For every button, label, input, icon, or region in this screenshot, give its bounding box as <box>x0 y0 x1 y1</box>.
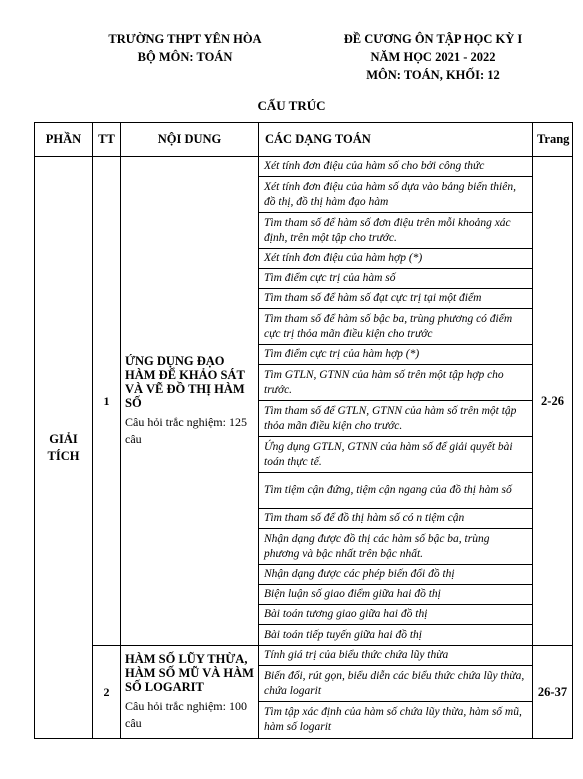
subject-grade: MÔN: TOÁN, KHỐI: 12 <box>366 68 500 82</box>
page-range: 2-26 <box>533 157 573 646</box>
table-row <box>35 646 573 739</box>
content-cell <box>121 646 259 739</box>
list-item: Bài toán tiếp tuyến giữa hai đồ thị <box>264 628 422 641</box>
chapter-title: HÀM SỐ LŨY THỪA, HÀM SỐ MŨ VÀ HÀM SỐ LOGARIT <box>125 652 254 694</box>
list-item: Nhận dạng được các phép biến đổi đồ thị <box>259 565 532 585</box>
structure-table <box>34 122 573 739</box>
list-item: Bài toán tương giao giữa hai đồ thị <box>259 605 532 625</box>
list-item: Tìm điểm cực trị của hàm hợp (*) <box>259 345 532 365</box>
department-name: BỘ MÔN: TOÁN <box>137 50 233 64</box>
list-item: Xét tính đơn điệu của hàm hợp (*) <box>259 249 532 269</box>
school-year: NĂM HỌC 2021 - 2022 <box>370 50 496 64</box>
list-item: Tìm GTLN, GTNN của hàm số trên một tập hợp cho trước. <box>259 365 532 401</box>
row-number: 2 <box>93 646 121 739</box>
col-header-phan: PHẦN <box>35 123 93 157</box>
list-item: Tìm tiệm cận đứng, tiệm cận ngang của đồ thị hàm số <box>259 473 532 509</box>
chapter-title: ỨNG DỤNG ĐẠO HÀM ĐỂ KHẢO SÁT VÀ VẼ ĐỒ THỊ HÀM SỐ <box>125 354 245 410</box>
list-item: Tính giá trị của biểu thức chứa lũy thừa <box>259 646 532 666</box>
list-item: Biện luận số giao điểm giữa hai đồ thị <box>259 585 532 605</box>
problem-types-cell <box>259 157 533 646</box>
list-item: Tìm tham số để hàm số đạt cực trị tại một điểm <box>259 289 532 309</box>
col-header-tt: TT <box>93 123 121 157</box>
table-header-row <box>35 123 573 157</box>
row-number: 1 <box>93 157 121 646</box>
list-item: Tìm tham số để hàm số bậc ba, trùng phương có điểm cực trị thỏa mãn điều kiện cho trước <box>259 309 532 345</box>
list-item: Tìm điểm cực trị của hàm số <box>259 269 532 289</box>
question-count: Câu hỏi trắc nghiệm: 100 câu <box>125 699 247 730</box>
question-count: Câu hỏi trắc nghiệm: 125 câu <box>125 415 247 446</box>
list-item: Tìm tập xác định của hàm số chứa lũy thừa, hàm số mũ, hàm số logarit <box>264 706 522 733</box>
section-line-1: GIẢI <box>49 431 78 446</box>
list-item: Biến đổi, rút gọn, biểu diễn các biểu thức chứa lũy thừa, chứa logarit <box>259 666 532 702</box>
section-cell <box>35 157 93 739</box>
page-range: 26-37 <box>533 646 573 739</box>
list-item: Xét tính đơn điệu của hàm số cho bởi công thức <box>259 157 532 177</box>
col-header-trang: Trang <box>533 123 573 157</box>
school-name: TRƯỜNG THPT YÊN HÒA <box>108 32 262 46</box>
list-item: Nhận dạng được đồ thị các hàm số bậc ba, trùng phương và bậc nhất trên bậc nhất. <box>259 529 532 565</box>
content-cell <box>121 157 259 646</box>
doc-title: ĐỀ CƯƠNG ÔN TẬP HỌC KỲ I <box>343 32 523 46</box>
list-item: Ứng dụng GTLN, GTNN của hàm số để giải quyết bài toán thực tế. <box>259 437 532 473</box>
problem-types-cell <box>259 646 533 739</box>
table-row <box>35 157 573 646</box>
doc-header <box>318 30 548 84</box>
list-item: Tìm tham số để hàm số đơn điệu trên mỗi khoảng xác định, trên một tập cho trước. <box>259 213 532 249</box>
col-header-noi-dung: NỘI DUNG <box>121 123 259 157</box>
col-header-cac-dang-toan: CÁC DẠNG TOÁN <box>259 123 533 157</box>
list-item: Tìm tham số để GTLN, GTNN của hàm số trên một tập thỏa mãn điều kiện cho trước. <box>259 401 532 437</box>
school-header <box>80 30 290 66</box>
structure-title: CẤU TRÚC <box>257 98 326 113</box>
section-line-2: TÍCH <box>47 448 80 463</box>
list-item: Tìm tham số để đồ thị hàm số có n tiệm cận <box>259 509 532 529</box>
list-item: Xét tính đơn điệu của hàm số dựa vào bảng biến thiên, đồ thị, đồ thị hàm đạo hàm <box>259 177 532 213</box>
